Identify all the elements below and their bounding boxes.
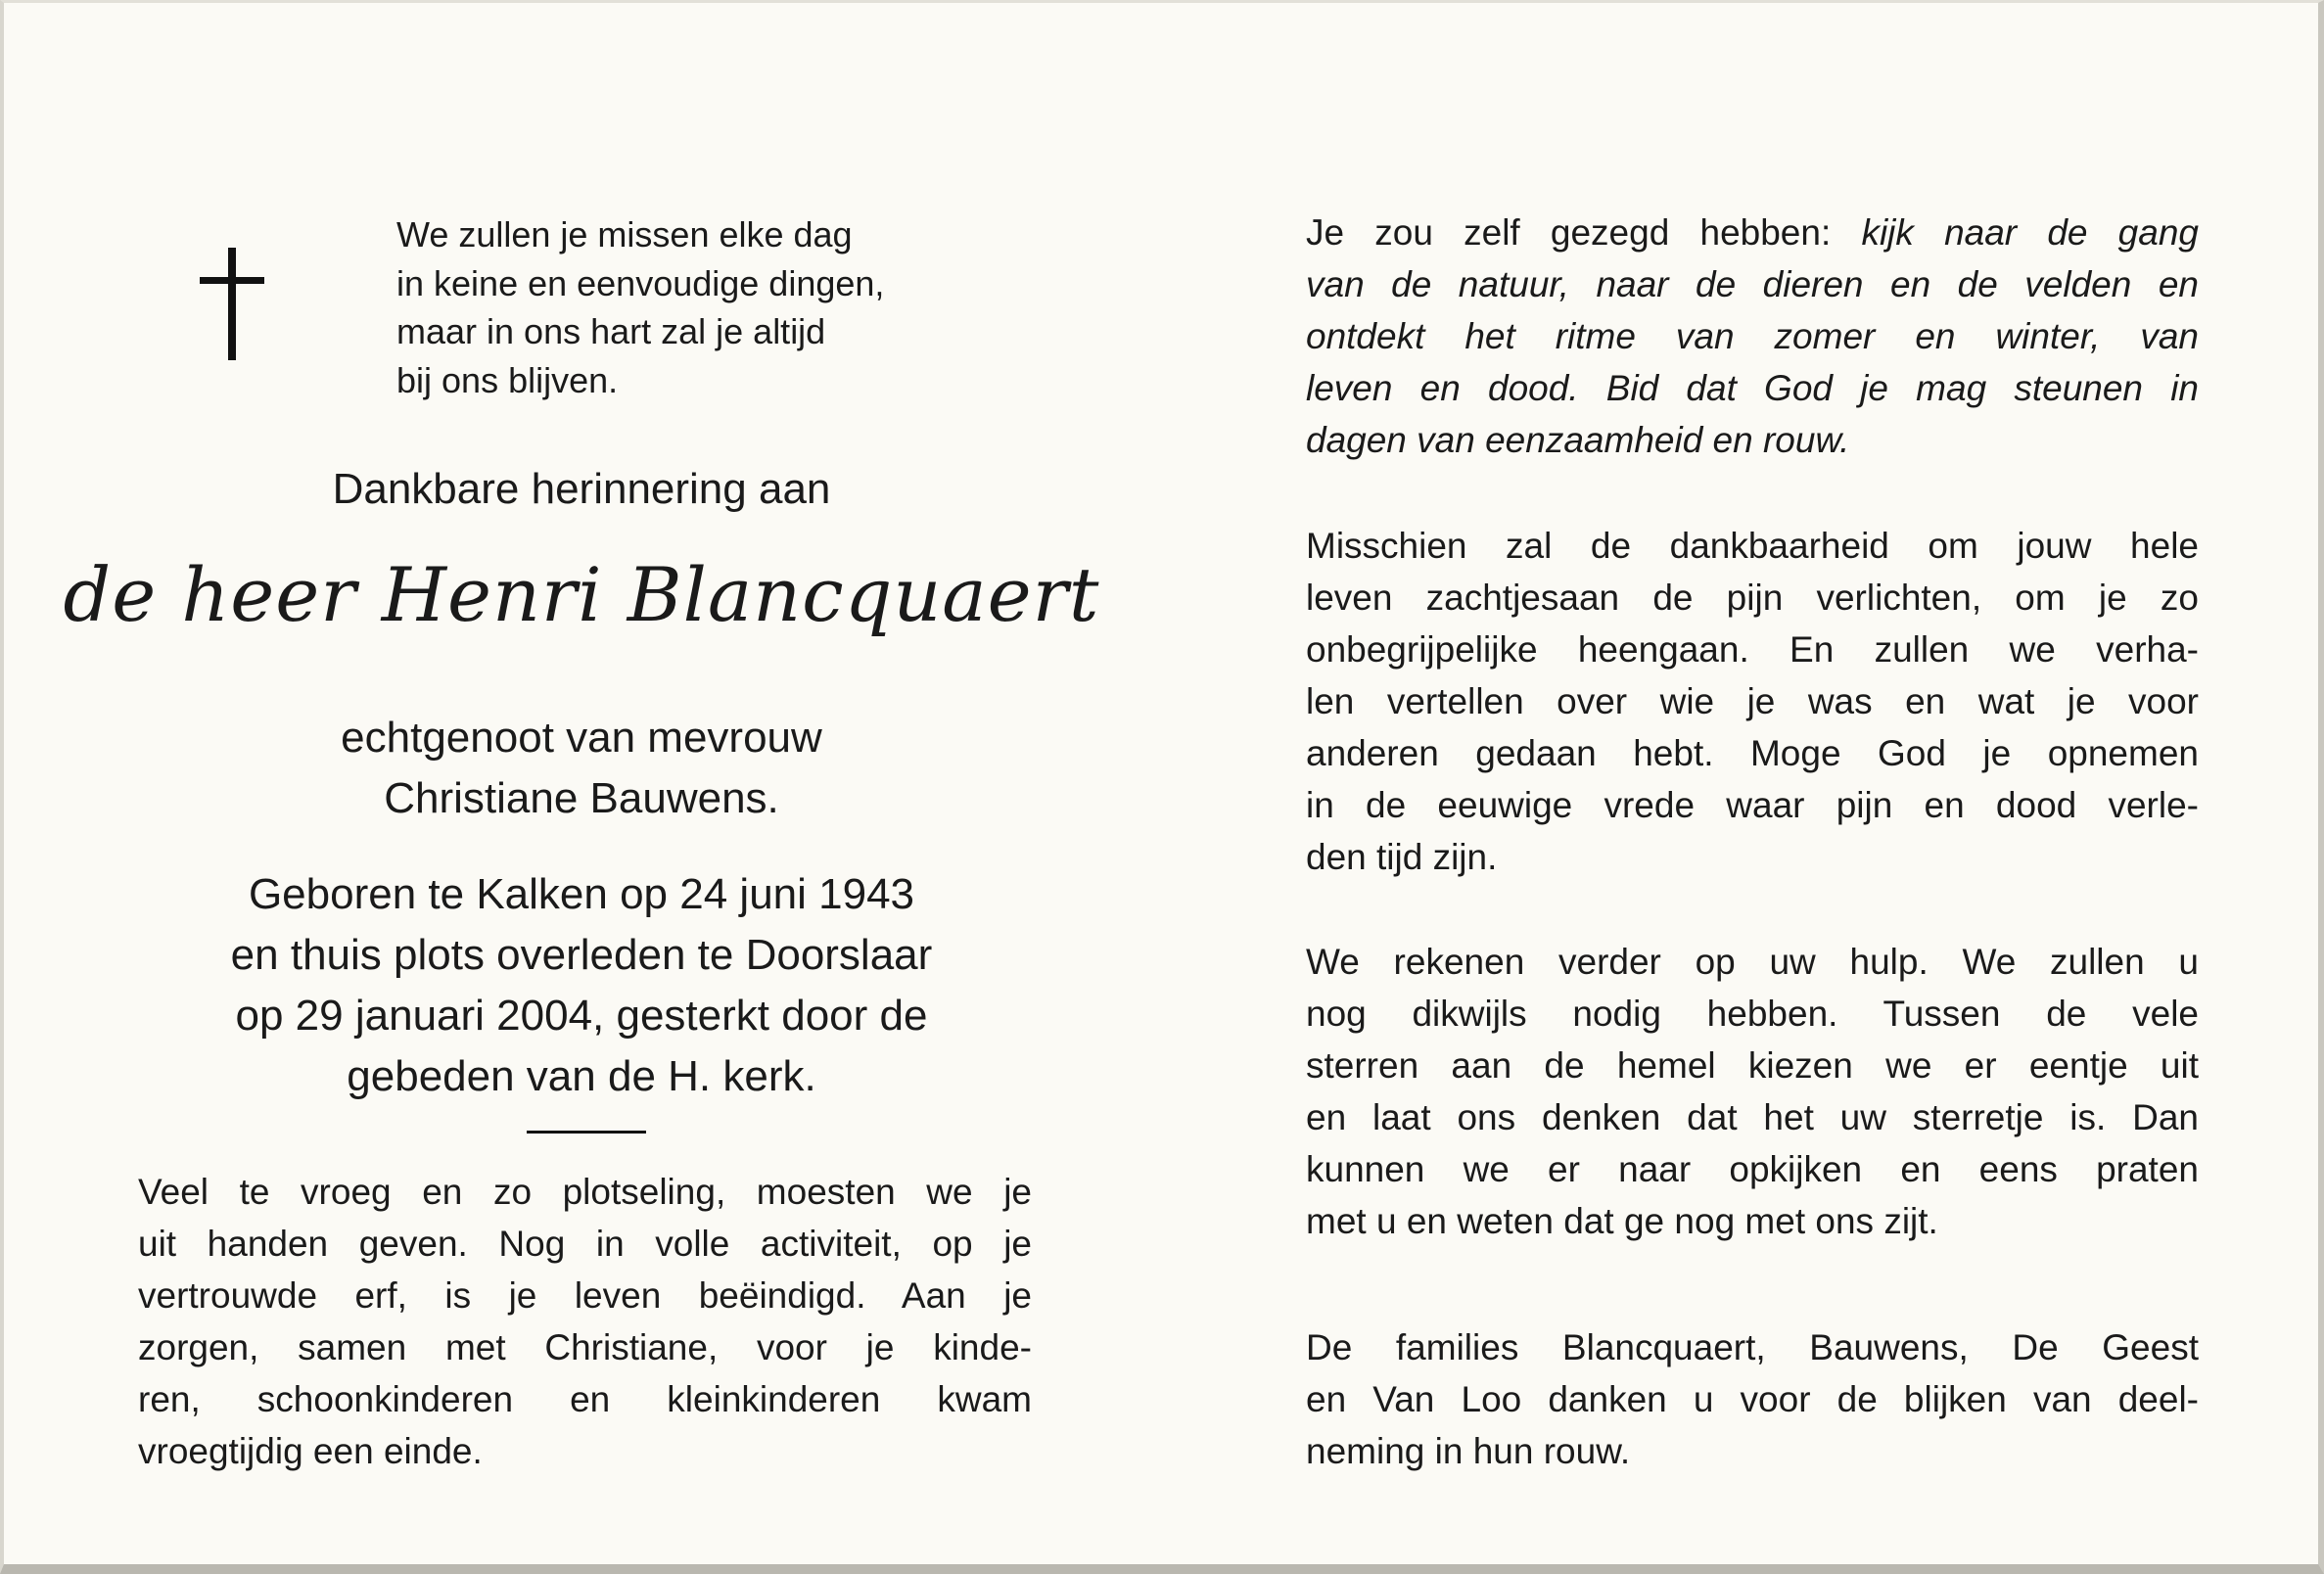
birth-line: gebeden van de H. kerk. — [347, 1052, 816, 1100]
paragraph-line: en laat ons denken dat het uw sterretje is. Dan — [1306, 1097, 2199, 1137]
paragraph-line: van de natuur, naar de dieren en de velden en — [1306, 264, 2199, 304]
paragraph-line: zorgen, samen met Christiane, voor je kinde- — [138, 1327, 1032, 1367]
birth-line: op 29 januari 2004, gesterkt door de — [235, 992, 928, 1040]
divider-line — [527, 1131, 646, 1134]
cross-icon — [200, 248, 268, 360]
paragraph-lead: Je zou zelf gezegd hebben: — [1306, 212, 1862, 253]
poem-line: We zullen je missen elke dag — [396, 214, 853, 255]
paragraph-line: De families Blancquaert, Bauwens, De Geest — [1306, 1327, 2199, 1367]
paragraph-line: We rekenen verder op uw hulp. We zullen u — [1306, 942, 2199, 982]
right-paragraph-4 — [1306, 1321, 2199, 1477]
right-paragraph-2 — [1306, 520, 2199, 883]
deceased-name: de heer Henri Blancquaert — [63, 551, 1100, 638]
spouse-line: Christiane Bauwens. — [384, 774, 779, 822]
paragraph-line: ontdekt het ritme van zomer en winter, van — [1306, 316, 2199, 356]
paragraph-line: in de eeuwige vrede waar pijn en dood verle- — [1306, 785, 2199, 825]
birth-line: Geboren te Kalken op 24 juni 1943 — [248, 870, 915, 918]
paragraph-line: leven zachtjesaan de pijn verlichten, om je zo — [1306, 578, 2199, 618]
spouse-text — [4, 708, 1159, 829]
paragraph-line: leven en dood. Bid dat God je mag steunen in — [1306, 368, 2199, 408]
paragraph-line: met u en weten dat ge nog met ons zijt. — [1306, 1201, 1938, 1241]
paragraph-line — [1306, 207, 2199, 258]
paragraph-line: uit handen geven. Nog in volle activiteit, op je — [138, 1224, 1032, 1264]
paragraph-line: sterren aan de hemel kiezen we er eentje uit — [1306, 1045, 2199, 1086]
paragraph-line: en Van Loo danken u voor de blijken van deel- — [1306, 1379, 2199, 1419]
paragraph-line: vroegtijdig een einde. — [138, 1431, 483, 1471]
intro-heading: Dankbare herinnering aan — [332, 465, 831, 513]
paragraph-line: dagen van eenzaamheid en rouw. — [1306, 420, 1850, 460]
poem-line: in keine en eenvoudige dingen, — [396, 262, 885, 303]
right-paragraph-1 — [1306, 207, 2199, 466]
right-panel — [1167, 3, 2322, 1564]
paragraph-line: Veel te vroeg en zo plotseling, moesten we je — [138, 1172, 1032, 1212]
paragraph-line: ren, schoonkinderen en kleinkinderen kwam — [138, 1379, 1032, 1419]
paragraph-line: anderen gedaan hebt. Moge God je opnemen — [1306, 733, 2199, 773]
paragraph-line: vertrouwde erf, is je leven beëindigd. Aan je — [138, 1275, 1032, 1316]
paragraph-line: Misschien zal de dankbaarheid om jouw hele — [1306, 526, 2199, 566]
poem-line: maar in ons hart zal je altijd — [396, 311, 826, 351]
left-paragraph — [138, 1166, 1032, 1477]
spouse-line: echtgenoot van mevrouw — [341, 714, 822, 762]
paragraph-lead-italic: kijk naar de gang — [1861, 212, 2199, 253]
paragraph-line: onbegrijpelijke heengaan. En zullen we verha- — [1306, 629, 2199, 670]
left-panel — [4, 3, 1159, 1564]
poem-line: bij ons blijven. — [396, 359, 619, 400]
paragraph-line: nog dikwijls nodig hebben. Tussen de vele — [1306, 994, 2199, 1034]
paragraph-line: neming in hun rouw. — [1306, 1431, 1631, 1471]
poem-text — [396, 210, 1101, 404]
right-paragraph-3 — [1306, 936, 2199, 1247]
paragraph-line: kunnen we er naar opkijken en eens praten — [1306, 1149, 2199, 1189]
birth-death-text — [4, 864, 1159, 1107]
birth-line: en thuis plots overleden te Doorslaar — [230, 931, 933, 979]
paragraph-line: len vertellen over wie je was en wat je voor — [1306, 681, 2199, 721]
paragraph-line: den tijd zijn. — [1306, 837, 1498, 877]
